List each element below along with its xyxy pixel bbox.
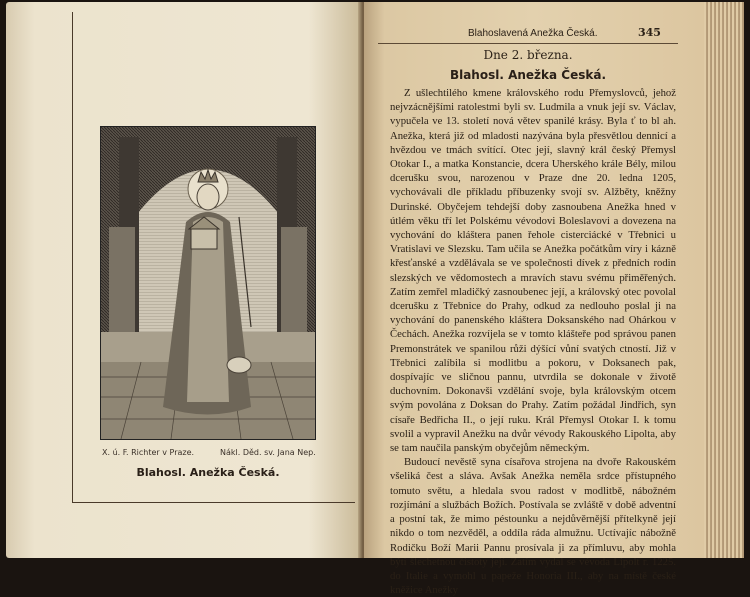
chapter-title: Blahosl. Anežka Česká. (449, 68, 607, 82)
publisher-credit: Nákl. Děd. sv. Jana Nep. (220, 448, 316, 457)
left-page (6, 2, 362, 558)
body-paragraph-1: Z ušlechtilého kmene královského rodu Přemyslovců, jehož nejvzácnějšími ratolestmi byli sv. Ludmila a vnuk její sv. Václav, vypučela ve 13. století nová větev spanilé krásy. Byla ť to bl ah. Anežka, která již od mladosti nazývána byla přesvětlou dennicí a hvězdou ve tmách svítící. Otec její, slavný král český Přemysl Otokar I., a matka Konstancie, dcera Uherského krále Bély, milou dcerušku svou, narozenou v Praze dne 20. ledna 1205, vychovávali dle příkladu příbuzenky svojí sv. Alžběty, kněžny Durinské. Obyčejem tehdejší doby zasnoubena Anežka hned v útlém věku tří let Polskému vévodovi Boleslavovi a dovezena na vychování do kláštera panen řehole cisterciácké v Třebnici u Vratislavi ve Slezsku. Tam učila se Anežka počátkům víry i kázně křesťanské a vzdělávala se ve společnosti dívek z předních rodin slezských ve vědomostech a mravích stavu svému přiměřených. Zatím zemřel mladičký zasnoubenec její, a královský otec povolal dcerušku z Třebnice do Prahy, odkud za nedlouho poslal ji na vychování do panenského kláštera Doksanského nad Ohárkou v Čechách. Anežka rozvíjela se v tomto klášteře pod správou panen Premonstrátek ve spanilou růži dýšící vůní svatých ctností. Již v Třebnici zalíbila si modlitbu a pokoru, v Doksanech pak, dospívajíc ve sličnou pannu, utvrdila se dokonale v životě duchovním. Dokonavši vzdělání svoje, byla královským otcem svým povolána z Doksan do Prahy. Zatím požádal Jindřich, syn císaře Bedřicha II., o její ruku. Král Přemysl Otokar I. k tomu svolil a vypravil Anežku na dvůr vévody Rakouského Lipolta, aby se tam naučila panským obyčejům německým. (390, 87, 676, 455)
body-text (390, 86, 676, 597)
body-paragraph-2: Budoucí nevěstě syna císařova strojena na dvoře Rakouském všeliká čest a sláva. Avšak Anežka neměla srdce přístupného tomuto světu, a hledala svou radost v modlitbě, nábožném rozjímání a službách Božích. Postívala se zvláště v době adventní a postní tak, že mimo péstounku a nejdůvěrnější přítelkyně její nikdo o tom nezvěděl, a oddíla ráda almužnu. Uctívajíc nábožně Rodičku Boží Marii Pannu prosívala ji za přímluvu, aby mohla býti šlechetnou čistoty její. Zatím vydal se vévoda Lipolt r. 1225. do Italie a vymohl u papeže Honoria III., aby na místě české kněžice Anežky (390, 456, 676, 597)
saint-engraving (100, 126, 316, 440)
page-edges (704, 2, 744, 558)
plate-caption: Blahosl. Anežka Česká. (136, 466, 280, 479)
engraver-credit: X. ú. F. Richter v Praze. (102, 448, 195, 457)
header-rule (378, 43, 678, 44)
running-head: Blahoslavená Anežka Česká. (468, 28, 598, 39)
date-line: Dne 2. března. (483, 48, 573, 62)
page-number: 345 (638, 26, 661, 39)
book-spread (6, 2, 746, 597)
